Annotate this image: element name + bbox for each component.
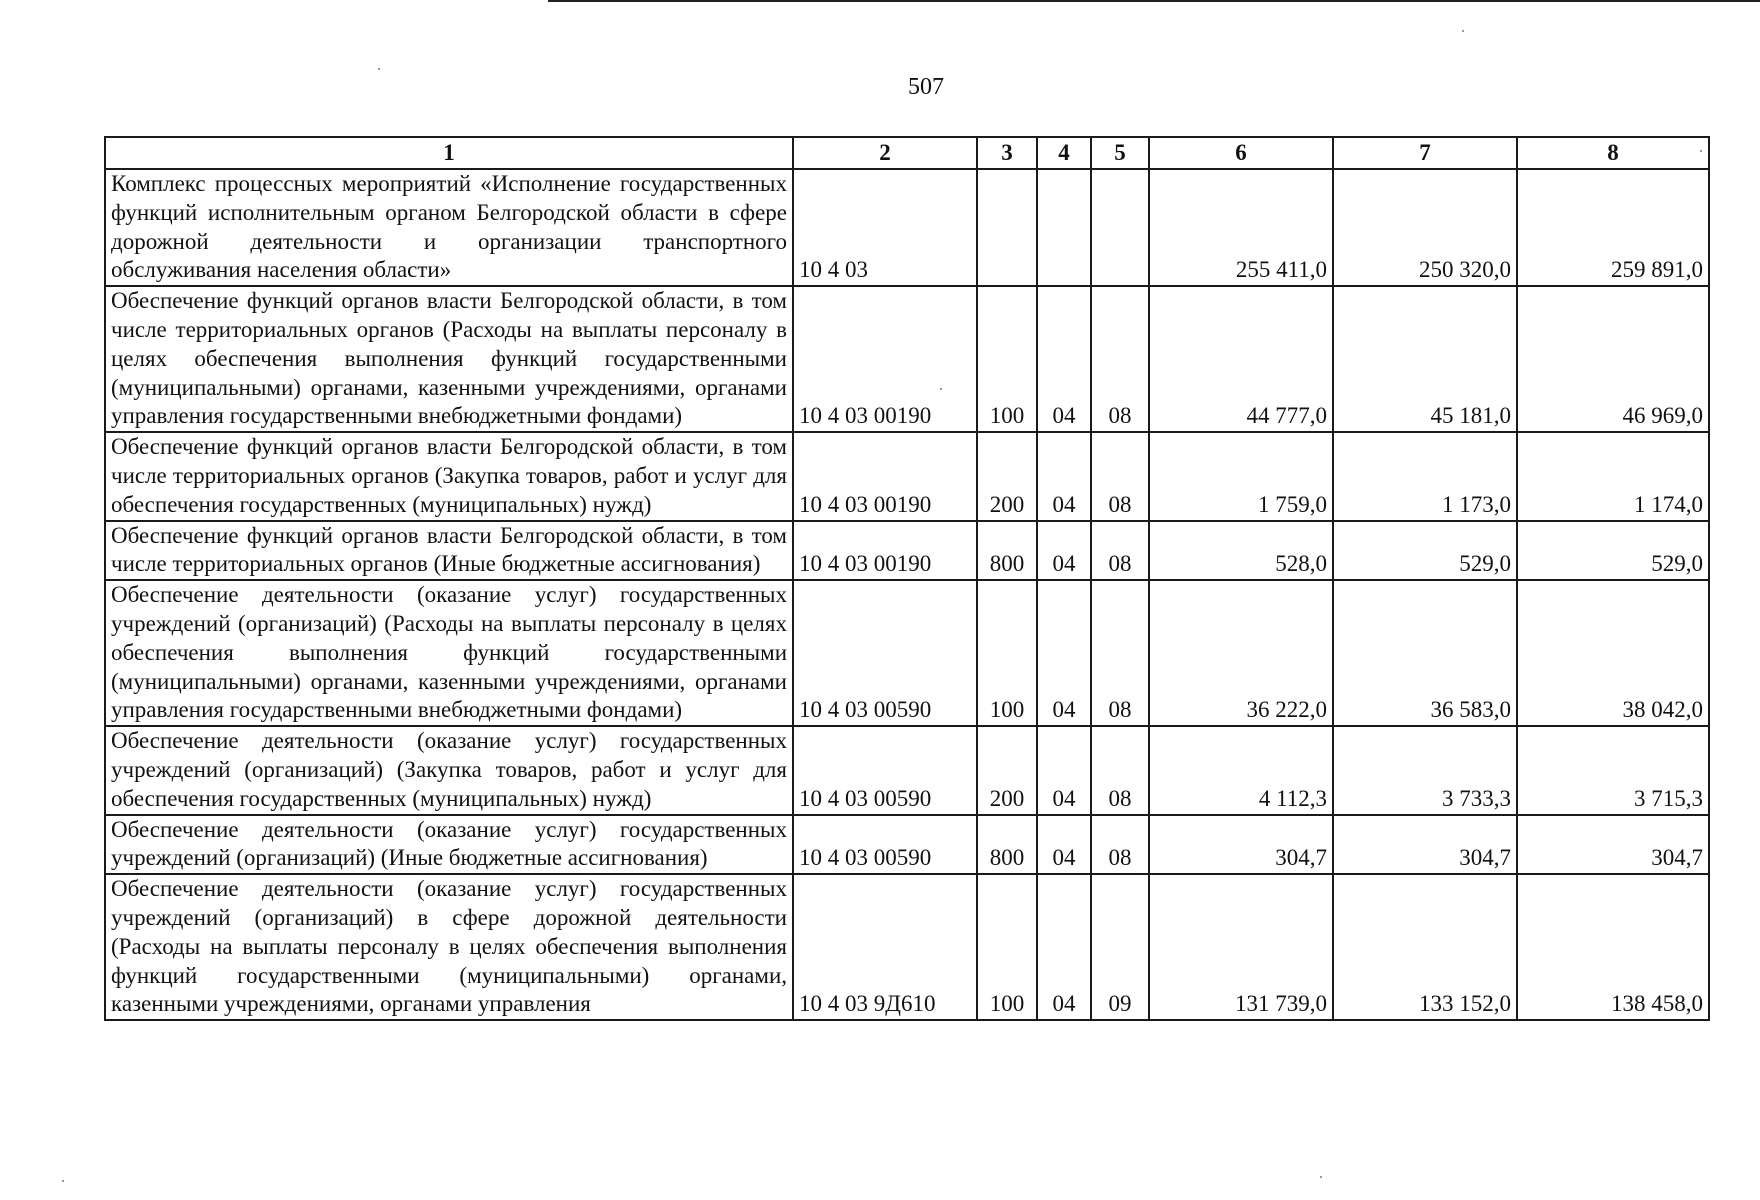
row-description: Обеспечение функций органов власти Белгородской области, в том числе территориальных органов (Иные бюджетные ассигнования) (105, 521, 793, 581)
row-col5: 09 (1091, 874, 1149, 1020)
row-description: Комплекс процессных мероприятий «Исполнение государственных функций исполнительным органом Белгородской области в сфере дорожной деятельности и организации транспортного обслуживания населения области» (105, 169, 793, 286)
row-col3: 200 (977, 432, 1037, 520)
row-col4: 04 (1037, 521, 1091, 581)
row-col4: 04 (1037, 726, 1091, 814)
row-col4: 04 (1037, 815, 1091, 875)
row-code: 10 4 03 00590 (793, 580, 977, 726)
table-row (105, 726, 1709, 814)
table-row (105, 815, 1709, 875)
row-amount-6: 304,7 (1149, 815, 1333, 875)
row-amount-7: 133 152,0 (1333, 874, 1517, 1020)
row-amount-8: 38 042,0 (1517, 580, 1709, 726)
row-col3: 100 (977, 286, 1037, 432)
scan-speck (940, 388, 942, 390)
header-cell-6: 6 (1149, 137, 1333, 169)
row-amount-7: 304,7 (1333, 815, 1517, 875)
table-row (105, 169, 1709, 286)
row-col3: 800 (977, 521, 1037, 581)
row-amount-6: 255 411,0 (1149, 169, 1333, 286)
row-col5: 08 (1091, 580, 1149, 726)
header-cell-8: 8 (1517, 137, 1709, 169)
row-amount-8: 46 969,0 (1517, 286, 1709, 432)
row-col3: 200 (977, 726, 1037, 814)
row-code: 10 4 03 00590 (793, 815, 977, 875)
row-amount-6: 36 222,0 (1149, 580, 1333, 726)
top-rule (548, 0, 1760, 2)
header-row (105, 137, 1709, 169)
row-code: 10 4 03 00190 (793, 432, 977, 520)
row-amount-7: 36 583,0 (1333, 580, 1517, 726)
table-row (105, 874, 1709, 1020)
row-description: Обеспечение деятельности (оказание услуг) государственных учреждений (организаций) (Закупка товаров, работ и услуг для обеспечения государственных (муниципальных) нужд) (105, 726, 793, 814)
row-amount-6: 1 759,0 (1149, 432, 1333, 520)
row-col4: 04 (1037, 580, 1091, 726)
row-col3: 100 (977, 874, 1037, 1020)
row-col4: 04 (1037, 432, 1091, 520)
row-col5 (1091, 169, 1149, 286)
row-amount-8: 259 891,0 (1517, 169, 1709, 286)
table-row (105, 286, 1709, 432)
header-cell-2: 2 (793, 137, 977, 169)
row-col3: 800 (977, 815, 1037, 875)
scan-speck (62, 1180, 64, 1182)
row-col4: 04 (1037, 286, 1091, 432)
row-amount-6: 4 112,3 (1149, 726, 1333, 814)
row-amount-6: 44 777,0 (1149, 286, 1333, 432)
row-col5: 08 (1091, 726, 1149, 814)
scan-speck (1700, 150, 1702, 152)
row-amount-8: 3 715,3 (1517, 726, 1709, 814)
header-cell-5: 5 (1091, 137, 1149, 169)
row-description: Обеспечение функций органов власти Белгородской области, в том числе территориальных органов (Расходы на выплаты персоналу в целях обеспечения выполнения функций государственными (муниципальными) органами, казенными учреждениями, органами управления государственными внебюджетными фондами) (105, 286, 793, 432)
row-amount-8: 1 174,0 (1517, 432, 1709, 520)
row-amount-7: 3 733,3 (1333, 726, 1517, 814)
row-amount-7: 250 320,0 (1333, 169, 1517, 286)
row-amount-6: 131 739,0 (1149, 874, 1333, 1020)
row-amount-8: 304,7 (1517, 815, 1709, 875)
table-row (105, 521, 1709, 581)
row-description: Обеспечение деятельности (оказание услуг) государственных учреждений (организаций) в сфере дорожной деятельности (Расходы на выплаты персоналу в целях обеспечения выполнения функций государственными (муниципальными) органами, казенными учреждениями, органами управления (105, 874, 793, 1020)
row-amount-7: 1 173,0 (1333, 432, 1517, 520)
row-code: 10 4 03 9Д610 (793, 874, 977, 1020)
row-amount-7: 529,0 (1333, 521, 1517, 581)
header-cell-4: 4 (1037, 137, 1091, 169)
header-cell-3: 3 (977, 137, 1037, 169)
row-code: 10 4 03 (793, 169, 977, 286)
row-code: 10 4 03 00190 (793, 286, 977, 432)
row-amount-8: 529,0 (1517, 521, 1709, 581)
row-description: Обеспечение деятельности (оказание услуг) государственных учреждений (организаций) (Расходы на выплаты персоналу в целях обеспечения выполнения функций государственными (муниципальными) органами, казенными учреждениями, органами управления государственными внебюджетными фондами) (105, 580, 793, 726)
table-row (105, 580, 1709, 726)
row-amount-8: 138 458,0 (1517, 874, 1709, 1020)
row-col5: 08 (1091, 432, 1149, 520)
budget-table (104, 136, 1710, 1021)
header-cell-1: 1 (105, 137, 793, 169)
row-col3: 100 (977, 580, 1037, 726)
page-number: 507 (908, 74, 944, 100)
header-cell-7: 7 (1333, 137, 1517, 169)
scan-speck (1462, 30, 1464, 32)
row-col4 (1037, 169, 1091, 286)
row-amount-6: 528,0 (1149, 521, 1333, 581)
row-code: 10 4 03 00190 (793, 521, 977, 581)
row-code: 10 4 03 00590 (793, 726, 977, 814)
row-col5: 08 (1091, 521, 1149, 581)
row-col3 (977, 169, 1037, 286)
row-col4: 04 (1037, 874, 1091, 1020)
scan-speck (1320, 1176, 1322, 1178)
row-col5: 08 (1091, 286, 1149, 432)
row-description: Обеспечение деятельности (оказание услуг) государственных учреждений (организаций) (Иные бюджетные ассигнования) (105, 815, 793, 875)
scan-speck (378, 68, 380, 70)
row-description: Обеспечение функций органов власти Белгородской области, в том числе территориальных органов (Закупка товаров, работ и услуг для обеспечения государственных (муниципальных) нужд) (105, 432, 793, 520)
table-row (105, 432, 1709, 520)
row-amount-7: 45 181,0 (1333, 286, 1517, 432)
row-col5: 08 (1091, 815, 1149, 875)
